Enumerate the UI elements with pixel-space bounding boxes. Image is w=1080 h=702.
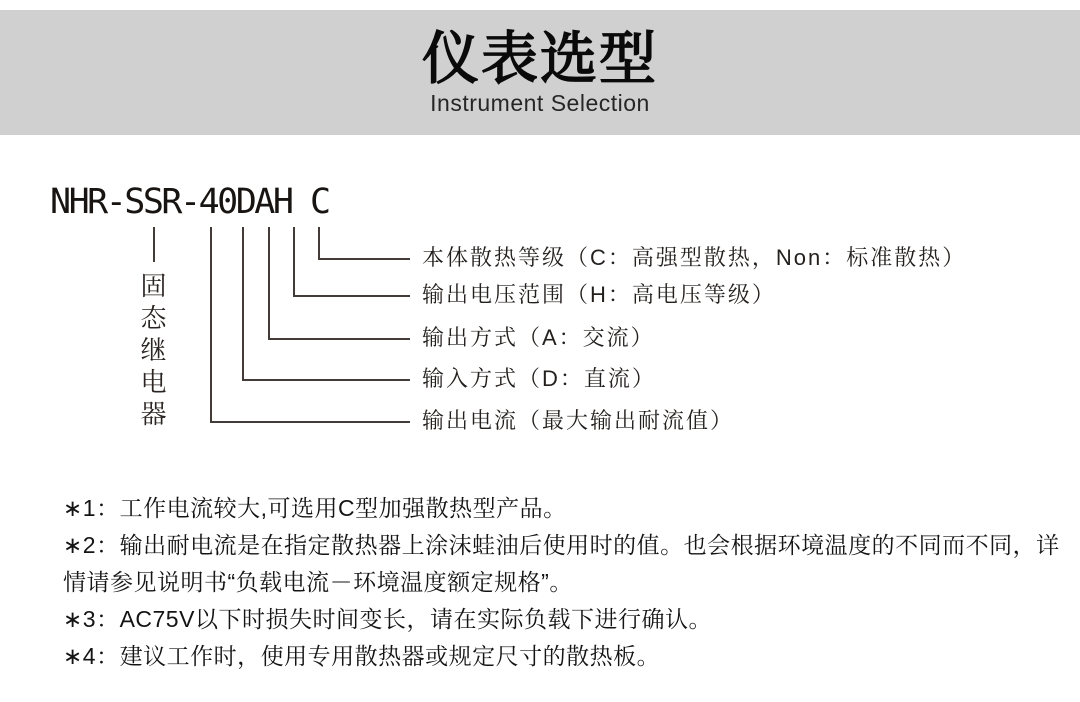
page-subtitle: Instrument Selection — [430, 90, 650, 117]
model-label-output-voltage: 输出电压范围（H：高电压等级） — [422, 282, 776, 307]
note-line: ∗1：工作电流较大,可选用C型加强散热型产品。 — [63, 495, 567, 521]
model-label-input-mode: 输入方式（D：直流） — [422, 366, 656, 391]
model-code: NHR-SSR-40DAH C — [50, 182, 329, 222]
connector-line-ssr — [153, 227, 155, 262]
page-title: 仪表选型 — [422, 27, 658, 92]
model-label-output-current: 输出电流（最大输出耐流值） — [422, 408, 735, 433]
model-vertical-label: 固态继电器 — [137, 272, 167, 432]
note-line: 情请参见说明书“负载电流－环境温度额定规格”。 — [63, 569, 573, 595]
header-band — [0, 10, 1080, 135]
model-label-output-mode: 输出方式（A：交流） — [422, 325, 655, 350]
note-line: ∗4：建议工作时，使用专用散热器或规定尺寸的散热板。 — [63, 643, 661, 669]
note-line: ∗2：输出耐电流是在指定散热器上涂沫蛙油后使用时的值。也会根据环境温度的不同而不同，详 — [63, 532, 1060, 558]
note-line: ∗3：AC75V以下时损失时间变长，请在实际负载下进行确认。 — [63, 606, 712, 632]
notes — [63, 490, 1060, 675]
connector-line-40 — [210, 227, 410, 423]
model-label-heat-grade: 本体散热等级（C：高强型散热，Non：标准散热） — [422, 245, 967, 270]
